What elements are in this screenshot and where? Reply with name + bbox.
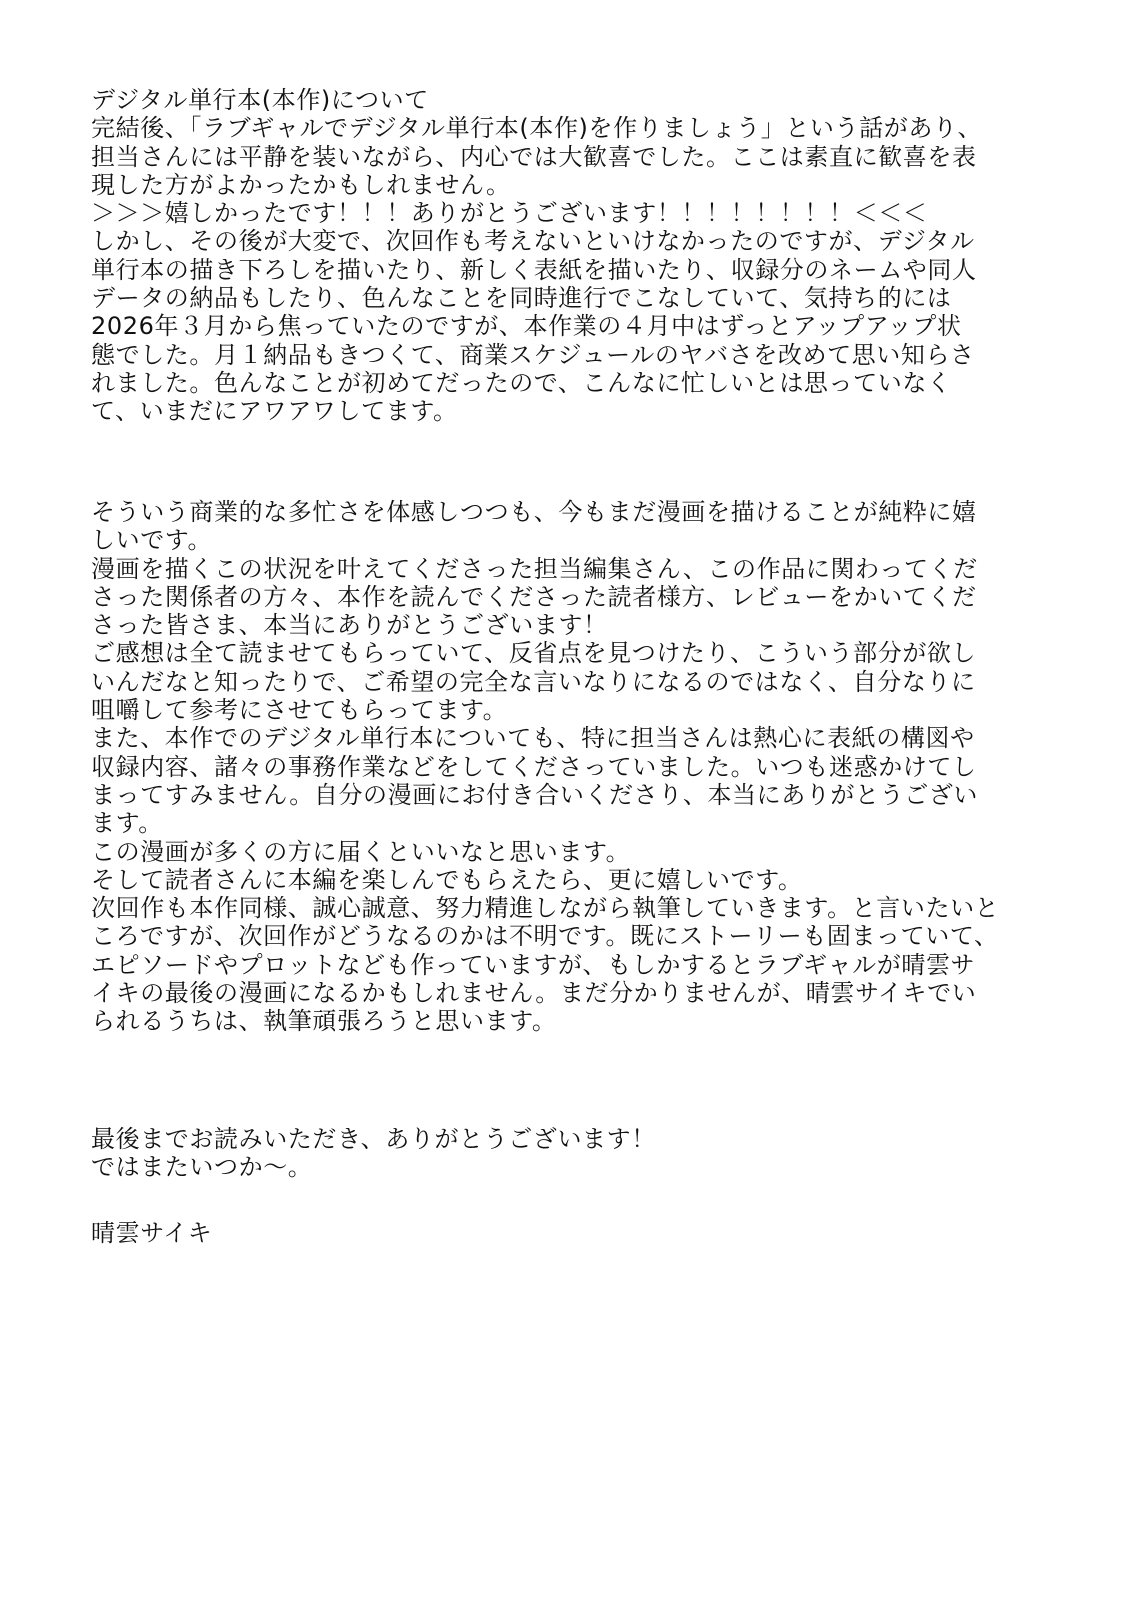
- signature-text: 晴雲サイキ: [91, 1219, 213, 1247]
- text-line: ます。: [91, 809, 163, 838]
- text-line: さった皆さま、本当にありがとうございます！: [91, 611, 608, 640]
- text-line: イキの最後の漫画になるかもしれません。まだ分かりませんが、晴雲サイキでい: [91, 979, 977, 1008]
- text-line: られるうちは、執筆頑張ろうと思います。: [91, 1007, 557, 1036]
- text-line: 現した方がよかったかもしれません。: [91, 170, 511, 199]
- text-line: ＞＞＞嬉しかったです！！！ありがとうございます！！！！！！！！＜＜＜: [91, 199, 928, 228]
- text-line: 完結後、「ラブギャルでデジタル単行本(本作)を作りましょう」という話があり、: [91, 114, 983, 143]
- text-line: 次回作も本作同様、誠心誠意、努力精進しながら執筆していきます。と言いたいと: [91, 894, 1000, 923]
- text-line: て、いまだにアワアワしてます。: [91, 397, 458, 426]
- text-line: 担当さんには平静を装いながら、内心では大歓喜でした。ここは素直に歓喜を表: [91, 142, 977, 171]
- text-line: まってすみません。自分の漫画にお付き合いくださり、本当にありがとうござい: [91, 780, 979, 809]
- text-line: エピソードやプロットなども作っていますが、もしかするとラブギャルが晴雲サ: [91, 950, 976, 979]
- text-line: ご感想は全て読ませてもらっていて、反省点を見つけたり、こういう部分が欲し: [91, 639, 977, 668]
- text-line: データの納品もしたり、色んなことを同時進行でこなしていて、気持ち的には: [91, 284, 952, 313]
- text-line: 2026年３月から焦っていたのですが、本作業の４月中はずっとアップアップ状: [91, 312, 962, 341]
- paragraph-closing: [91, 1125, 1031, 1182]
- section-heading: デジタル単行本(本作)について: [91, 86, 429, 114]
- text-line: また、本作でのデジタル単行本についても、特に担当さんは熱心に表紙の構図や: [91, 724, 975, 753]
- text-line: 態でした。月１納品もきつくて、商業スケジュールのヤバさを改めて思い知らさ: [91, 340, 975, 369]
- text-line: れました。色んなことが初めてだったので、こんなに忙しいとは思っていなく: [91, 368, 952, 397]
- text-line: 収録内容、諸々の事務作業などをしてくださっていました。いつも迷惑かけてし: [91, 752, 977, 781]
- text-line: ではまたいつか～。: [91, 1153, 313, 1182]
- text-line: いんだなと知ったりで、ご希望の完全な言いなりになるのではなく、自分なりに: [91, 667, 976, 696]
- text-line: しかし、その後が大変で、次回作も考えないといけなかったのですが、デジタル: [91, 227, 975, 256]
- paragraph-digital-volume: [91, 86, 1031, 426]
- author-signature: [91, 1219, 1031, 1247]
- paragraph-thanks: [91, 498, 1031, 1036]
- text-line: 漫画を描くこの状況を叶えてくださった担当編集さん、この作品に関わってくだ: [91, 554, 978, 583]
- text-line: しいです。: [91, 526, 213, 555]
- text-line: 単行本の描き下ろしを描いたり、新しく表紙を描いたり、収録分のネームや同人: [91, 255, 977, 284]
- text-line: そういう商業的な多忙さを体感しつつも、今もまだ漫画を描けることが純粋に嬉: [91, 498, 977, 526]
- text-line: 最後までお読みいただき、ありがとうございます！: [91, 1125, 656, 1153]
- text-line: この漫画が多くの方に届くといいなと思います。: [91, 837, 631, 866]
- text-line: ころですが、次回作がどうなるのかは不明です。既にストーリーも固まっていて、: [91, 922, 999, 951]
- text-line: そして読者さんに本編を楽しんでもらえたら、更に嬉しいです。: [91, 865, 803, 894]
- text-line: さった関係者の方々、本作を読んでくださった読者様方、レビューをかいてくだ: [91, 582, 977, 611]
- text-line: 咀嚼して参考にさせてもらってます。: [91, 696, 508, 725]
